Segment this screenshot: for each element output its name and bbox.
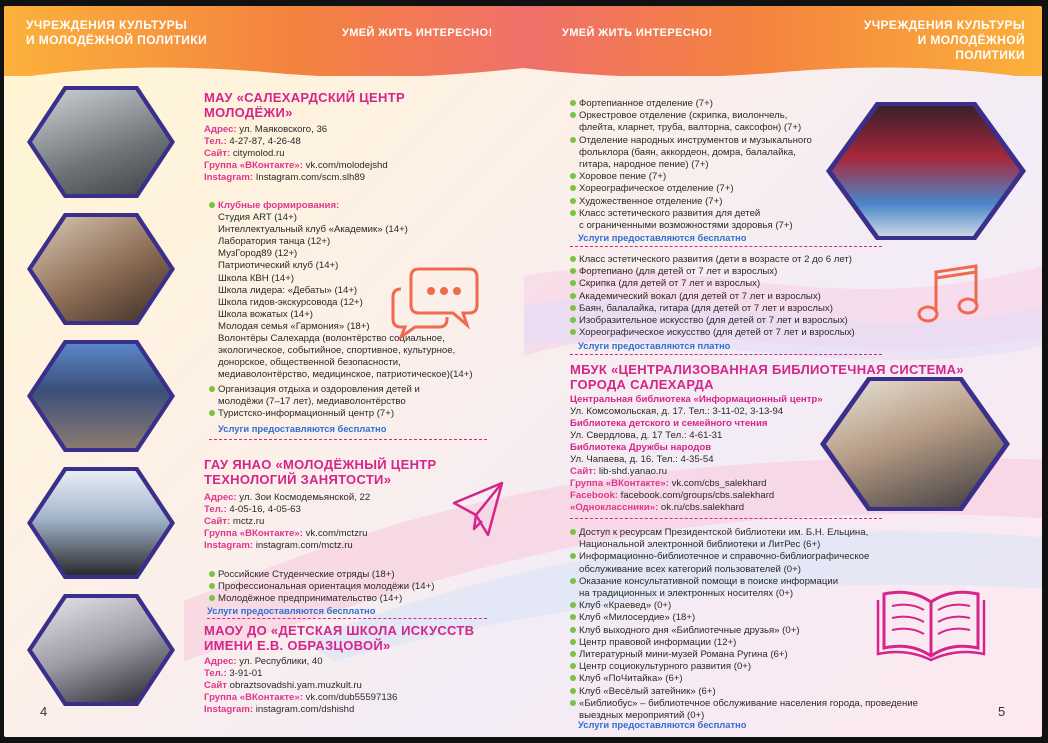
list-item: Фортепиано (для детей от 7 лет и взрослых) bbox=[570, 266, 777, 278]
contact-value: obraztsovadshi.yam.muzkult.ru bbox=[226, 680, 362, 691]
header-left-slogan: УМЕЙ ЖИТЬ ИНТЕРЕСНО! bbox=[342, 27, 493, 39]
branch-name: Библиотека Дружбы народов bbox=[570, 442, 712, 453]
list-item: Центр правовой информации (12+) bbox=[570, 637, 736, 649]
contact-value: mctz.ru bbox=[230, 516, 265, 527]
list-item: Школа гидов-экскурсовода (12+) bbox=[218, 296, 363, 308]
list-item: Хоровое пение (7+) bbox=[570, 171, 666, 183]
open-book-icon bbox=[876, 584, 986, 660]
list-item: на традиционных и электронных носителях (0+) bbox=[579, 588, 794, 599]
header-left-title-line: И МОЛОДЁЖНОЙ ПОЛИТИКИ bbox=[26, 33, 207, 47]
org4-title-line: ГОРОДА САЛЕХАРДА bbox=[570, 377, 714, 392]
clubs-label: Клубные формирования: bbox=[218, 200, 340, 211]
org2-vk bbox=[204, 528, 367, 540]
contact-value: instagram.com/mctz.ru bbox=[253, 540, 353, 551]
list-item: Клуб «Милосердие» (18+) bbox=[570, 612, 695, 624]
org3-title bbox=[204, 623, 474, 653]
contact-label: Тел.: bbox=[204, 136, 227, 147]
list-item: Скрипка (для детей от 7 лет и взрослых) bbox=[570, 278, 760, 290]
contact-label: Instagram: bbox=[204, 540, 254, 551]
contact-label: Адрес: bbox=[204, 656, 237, 667]
list-item: Организация отдыха и оздоровления детей и bbox=[209, 384, 420, 396]
divider bbox=[207, 618, 487, 619]
org3-address bbox=[204, 656, 323, 668]
header-right-title bbox=[850, 18, 1025, 63]
contact-value: vk.com/cbs_salekhard bbox=[668, 478, 767, 489]
list-item: Волонтёры Салехарда (волонтёрство социальное, bbox=[218, 333, 445, 344]
contact-value: vk.com/dub55597136 bbox=[302, 692, 398, 703]
list-item: МузГород89 (12+) bbox=[218, 248, 298, 260]
music-school-paid-note: Услуги предоставляются платно bbox=[578, 340, 731, 351]
org4-vk bbox=[570, 478, 767, 490]
header-right-title-line: УЧРЕЖДЕНИЯ КУЛЬТУРЫ bbox=[863, 18, 1025, 32]
org2-site bbox=[204, 516, 264, 528]
page-number-left: 4 bbox=[40, 704, 48, 719]
list-item: Школа лидера: «Дебаты» (14+) bbox=[218, 284, 358, 296]
org4-site bbox=[570, 466, 667, 478]
branch-address: Ул. Комсомольская, д. 17. Тел.: 3-11-02, 3-13-94 bbox=[570, 406, 784, 417]
org3-title-line: МАОУ ДО «ДЕТСКАЯ ШКОЛА ИСКУССТВ bbox=[204, 623, 475, 638]
org1-free-note: Услуги предоставляются бесплатно bbox=[218, 423, 387, 434]
branch-address: Ул. Чапаева, д. 16. Тел.: 4-35-54 bbox=[570, 454, 714, 465]
list-item: Фортепианное отделение (7+) bbox=[570, 98, 713, 110]
contact-value: ok.ru/cbs.salekhard bbox=[658, 502, 745, 513]
contact-label: Группа «ВКонтакте»: bbox=[570, 478, 669, 489]
org2-address bbox=[204, 492, 370, 504]
list-item: медиаволонтёрство, медицинское, патриотическое)(14+) bbox=[218, 369, 473, 381]
org3-instagram bbox=[204, 704, 354, 716]
contact-label: Группа «ВКонтакте»: bbox=[204, 692, 303, 703]
contact-label: Тел.: bbox=[204, 668, 227, 679]
contact-value: vk.com/molodejshd bbox=[302, 160, 388, 171]
contact-label: «Одноклассники»: bbox=[570, 502, 659, 513]
org1-address bbox=[204, 124, 327, 136]
list-item: Российские Студенческие отряды (18+) bbox=[209, 569, 395, 581]
contact-value: 4-05-16, 4-05-63 bbox=[226, 504, 301, 515]
contact-label: Сайт: bbox=[204, 148, 231, 159]
list-item: гитара, народное пение) (7+) bbox=[579, 159, 709, 170]
contact-label: Facebook: bbox=[570, 490, 618, 501]
brochure-spread bbox=[4, 6, 1042, 737]
divider bbox=[570, 518, 882, 519]
list-item: Молодёжное предпринимательство (14+) bbox=[209, 593, 402, 605]
divider bbox=[209, 439, 487, 440]
org2-phone bbox=[204, 504, 301, 516]
list-item: молодёжи (7–17 лет), медиаволонтёрство bbox=[218, 396, 406, 408]
list-item: Академический вокал (для детей от 7 лет и взрослых) bbox=[570, 291, 821, 303]
list-item: Клуб «ПоЧитайка» (6+) bbox=[570, 673, 683, 685]
branch-address: Ул. Свердлова, д. 17 Тел.: 4-61-31 bbox=[570, 430, 723, 441]
contact-value: 4-27-87, 4-26-48 bbox=[226, 136, 301, 147]
org3-site bbox=[204, 680, 362, 692]
list-item: Интеллектуальный клуб «Академик» (14+) bbox=[218, 224, 408, 236]
paper-plane-icon bbox=[452, 481, 504, 537]
contact-value: instagram.com/dshishd bbox=[253, 704, 355, 715]
org3-vk bbox=[204, 692, 397, 704]
org1-instagram bbox=[204, 172, 365, 184]
branch-name: Центральная библиотека «Информационный центр» bbox=[570, 394, 823, 405]
list-item: Хореографическое отделение (7+) bbox=[570, 183, 734, 195]
page-number-right: 5 bbox=[998, 704, 1006, 719]
contact-value: lib-shd.yanao.ru bbox=[596, 466, 668, 477]
music-note-icon bbox=[916, 262, 982, 326]
list-item: Клуб «Краевед» (0+) bbox=[570, 600, 671, 612]
org1-phone bbox=[204, 136, 301, 148]
contact-label: Группа «ВКонтакте»: bbox=[204, 160, 303, 171]
list-item: Оркестровое отделение (скрипка, виолончель, bbox=[570, 110, 787, 122]
list-item: Изобразительное искусство (для детей от 7 лет и взрослых) bbox=[570, 315, 848, 327]
org3-title-line: ИМЕНИ Е.В. ОБРАЗЦОВОЙ» bbox=[204, 638, 391, 653]
header-right-title-line: И МОЛОДЁЖНОЙ ПОЛИТИКИ bbox=[917, 33, 1025, 62]
org4-facebook bbox=[570, 490, 774, 502]
contact-value: vk.com/mctzru bbox=[302, 528, 368, 539]
contact-value: ул. Зои Космодемьянской, 22 bbox=[236, 492, 371, 503]
list-item: Класс эстетического развития (дети в возрасте от 2 до 6 лет) bbox=[570, 254, 852, 266]
list-item: Баян, балалайка, гитара (для детей от 7 лет и взрослых) bbox=[570, 303, 833, 315]
list-item: Национальной электронной библиотеки и ЛитРес (6+) bbox=[579, 539, 821, 551]
list-item: Клуб выходного дня «Библиотечные друзья» (0+) bbox=[570, 625, 800, 637]
list-item: Профессиональная ориентация молодёжи (14+) bbox=[209, 581, 434, 593]
org4-odnoklassniki bbox=[570, 502, 744, 514]
org1-clubs-heading bbox=[209, 200, 339, 212]
list-item: Отделение народных инструментов и музыкального bbox=[570, 135, 812, 147]
list-item: Студия ART (14+) bbox=[218, 212, 297, 223]
contact-value: facebook.com/groups/cbs.salekhard bbox=[617, 490, 775, 501]
list-item: Хореографическое искусство (для детей от 7 лет и взрослых) bbox=[570, 327, 855, 339]
org2-instagram bbox=[204, 540, 353, 552]
contact-label: Адрес: bbox=[204, 492, 237, 503]
list-item: с ограниченными возможностями здоровья (7+) bbox=[579, 220, 793, 231]
list-item: обслуживание всех категорий пользователей (0+) bbox=[579, 563, 801, 575]
contact-label: Instagram: bbox=[204, 704, 254, 715]
list-item: Лаборатория танца (12+) bbox=[218, 236, 331, 248]
list-item: Художественное отделение (7+) bbox=[570, 196, 722, 208]
contact-label: Сайт: bbox=[204, 516, 231, 527]
list-item: Молодая семья «Гармония» (18+) bbox=[218, 320, 370, 332]
contact-label: Тел.: bbox=[204, 504, 227, 515]
contact-value: citymolod.ru bbox=[230, 148, 285, 159]
list-item: «Библиобус» – библиотечное обслуживание населения города, проведение bbox=[570, 698, 918, 710]
list-item: Центр социокультурного развития (0+) bbox=[570, 661, 751, 673]
list-item: Класс эстетического развития для детей bbox=[570, 208, 760, 220]
list-item: Клуб «Весёлый затейник» (6+) bbox=[570, 686, 716, 698]
chat-bubbles-icon bbox=[389, 261, 481, 341]
contact-label: Сайт: bbox=[570, 466, 597, 477]
org3-phone bbox=[204, 668, 262, 680]
list-item: выездных мероприятий (0+) bbox=[579, 710, 705, 721]
org2-free-note: Услуги предоставляются бесплатно bbox=[207, 605, 376, 616]
header-left-title bbox=[26, 18, 207, 48]
list-item: Информационно-библиотечное и справочно-библиографическое bbox=[570, 551, 869, 563]
contact-value: Instagram.com/scm.slh89 bbox=[253, 172, 366, 183]
list-item: Оказание консультативной помощи в поиске информации bbox=[570, 576, 838, 588]
branch-name: Библиотека детского и семейного чтения bbox=[570, 418, 768, 429]
org1-site bbox=[204, 148, 285, 160]
contact-label: Instagram: bbox=[204, 172, 254, 183]
list-item: Доступ к ресурсам Президентской библиотеки им. Б.Н. Ельцина, bbox=[570, 527, 868, 539]
org2-title bbox=[204, 457, 436, 487]
list-item: донорское, общественной безопасности, bbox=[218, 357, 401, 369]
list-item: фольклора (баян, аккордеон, домра, балалайка, bbox=[579, 146, 796, 158]
org1-title bbox=[204, 90, 405, 120]
list-item: Патриотический клуб (14+) bbox=[218, 260, 339, 272]
divider bbox=[570, 246, 882, 247]
contact-label: Группа «ВКонтакте»: bbox=[204, 528, 303, 539]
header-left-title-line: УЧРЕЖДЕНИЯ КУЛЬТУРЫ bbox=[26, 18, 188, 32]
org4-free-note: Услуги предоставляются бесплатно bbox=[578, 719, 747, 730]
org1-title-line: МОЛОДЁЖИ» bbox=[204, 105, 293, 120]
list-item: Литературный мини-музей Романа Ругина (6+) bbox=[570, 649, 788, 661]
list-item: экологическое, событийное, спортивное, культурное, bbox=[218, 345, 456, 357]
list-item: флейта, кларнет, труба, валторна, саксофон) (7+) bbox=[579, 122, 802, 134]
list-item: Туристско-информационный центр (7+) bbox=[209, 408, 394, 420]
org2-title-line: ГАУ ЯНАО «МОЛОДЁЖНЫЙ ЦЕНТР bbox=[204, 457, 437, 472]
list-item: Школа КВН (14+) bbox=[218, 272, 295, 284]
contact-value: ул. Маяковского, 36 bbox=[236, 124, 328, 135]
divider bbox=[570, 354, 882, 355]
contact-label: Сайт bbox=[204, 680, 227, 691]
org4-title bbox=[570, 362, 964, 392]
org4-title-line: МБУК «ЦЕНТРАЛИЗОВАННАЯ БИБЛИОТЕЧНАЯ СИСТЕМА» bbox=[570, 362, 964, 377]
music-school-free-note: Услуги предоставляются бесплатно bbox=[578, 232, 747, 243]
contact-label: Адрес: bbox=[204, 124, 237, 135]
contact-value: ул. Республики, 40 bbox=[236, 656, 323, 667]
org2-title-line: ТЕХНОЛОГИЙ ЗАНЯТОСТИ» bbox=[204, 472, 392, 487]
org1-title-line: МАУ «САЛЕХАРДСКИЙ ЦЕНТР bbox=[204, 90, 405, 105]
header-right-slogan: УМЕЙ ЖИТЬ ИНТЕРЕСНО! bbox=[562, 27, 713, 39]
org1-vk bbox=[204, 160, 388, 172]
list-item: Школа вожатых (14+) bbox=[218, 308, 313, 320]
contact-value: 3-91-01 bbox=[226, 668, 263, 679]
